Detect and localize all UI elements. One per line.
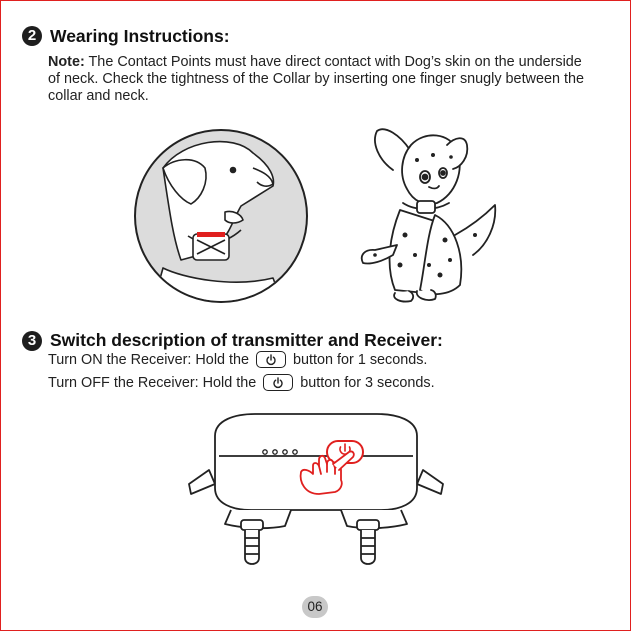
turn-on-text-after: button for 1 seconds. [293, 351, 428, 368]
section-title-switch-description: Switch description of transmitter and Receiver: [50, 330, 443, 350]
step-number-3: 3 [22, 331, 42, 351]
note-paragraph [48, 54, 588, 105]
power-icon [272, 377, 284, 389]
collar-closeup-illustration [133, 128, 309, 304]
puppy-illustration [355, 115, 505, 305]
section-title-wearing-instructions: Wearing Instructions: [50, 26, 230, 46]
turn-off-text-after: button for 3 seconds. [300, 374, 435, 391]
turn-off-instruction [48, 374, 435, 391]
power-button-chip [256, 351, 286, 368]
power-icon [265, 354, 277, 366]
step-number-2: 2 [22, 26, 42, 46]
pointing-hand-icon [295, 448, 357, 498]
note-text: The Contact Points must have direct contact with Dog’s skin on the underside of neck. Check the tightness of the Collar by inserting one finger snugly between the collar and neck. [48, 54, 584, 104]
turn-on-text-before: Turn ON the Receiver: Hold the [48, 351, 250, 368]
power-button-chip [263, 374, 293, 391]
page-number-badge: 06 [302, 596, 328, 618]
turn-off-text-before: Turn OFF the Receiver: Hold the [48, 374, 257, 391]
note-label: Note: [48, 54, 85, 70]
turn-on-instruction [48, 351, 427, 368]
